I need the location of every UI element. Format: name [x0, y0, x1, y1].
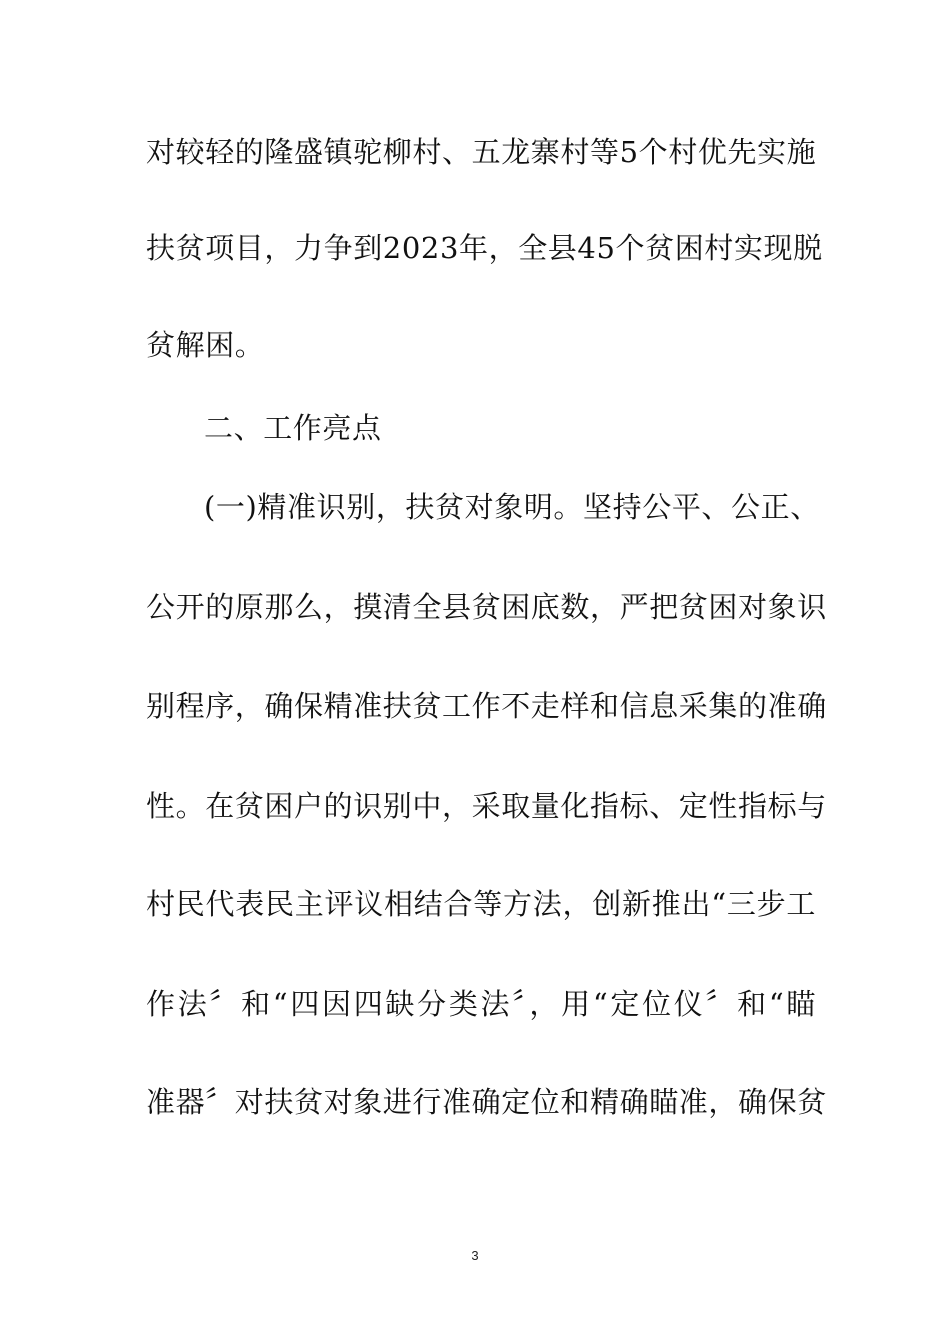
- body-text-line: 准器〞对扶贫对象进行准确定位和精确瞄准，确保贫: [146, 1085, 827, 1119]
- body-text-line: 作法〞和“四因四缺分类法〞，用“定位仪〞和“瞄: [146, 987, 816, 1021]
- subsection-heading-line: (一)精准识别，扶贫对象明。坚持公平、公正、: [204, 490, 820, 524]
- body-text-line: 别程序，确保精准扶贫工作不走样和信息采集的准确: [146, 689, 827, 723]
- body-text-line: 公开的原那么，摸清全县贫困底数，严把贫困对象识: [146, 590, 827, 624]
- body-text-line: 对较轻的隆盛镇驼柳村、五龙寨村等5个村优先实施: [146, 135, 817, 169]
- body-text-line: 村民代表民主评议相结合等方法，创新推出“三步工: [146, 887, 816, 921]
- body-text-line: 性。在贫困户的识别中，采取量化指标、定性指标与: [146, 789, 827, 823]
- body-text-line: 贫解困。: [146, 328, 265, 362]
- body-text-line: 扶贫项目，力争到2023年，全县45个贫困村实现脱: [146, 231, 823, 265]
- section-heading: 二、工作亮点: [204, 411, 382, 445]
- page-number: 3: [471, 1248, 479, 1263]
